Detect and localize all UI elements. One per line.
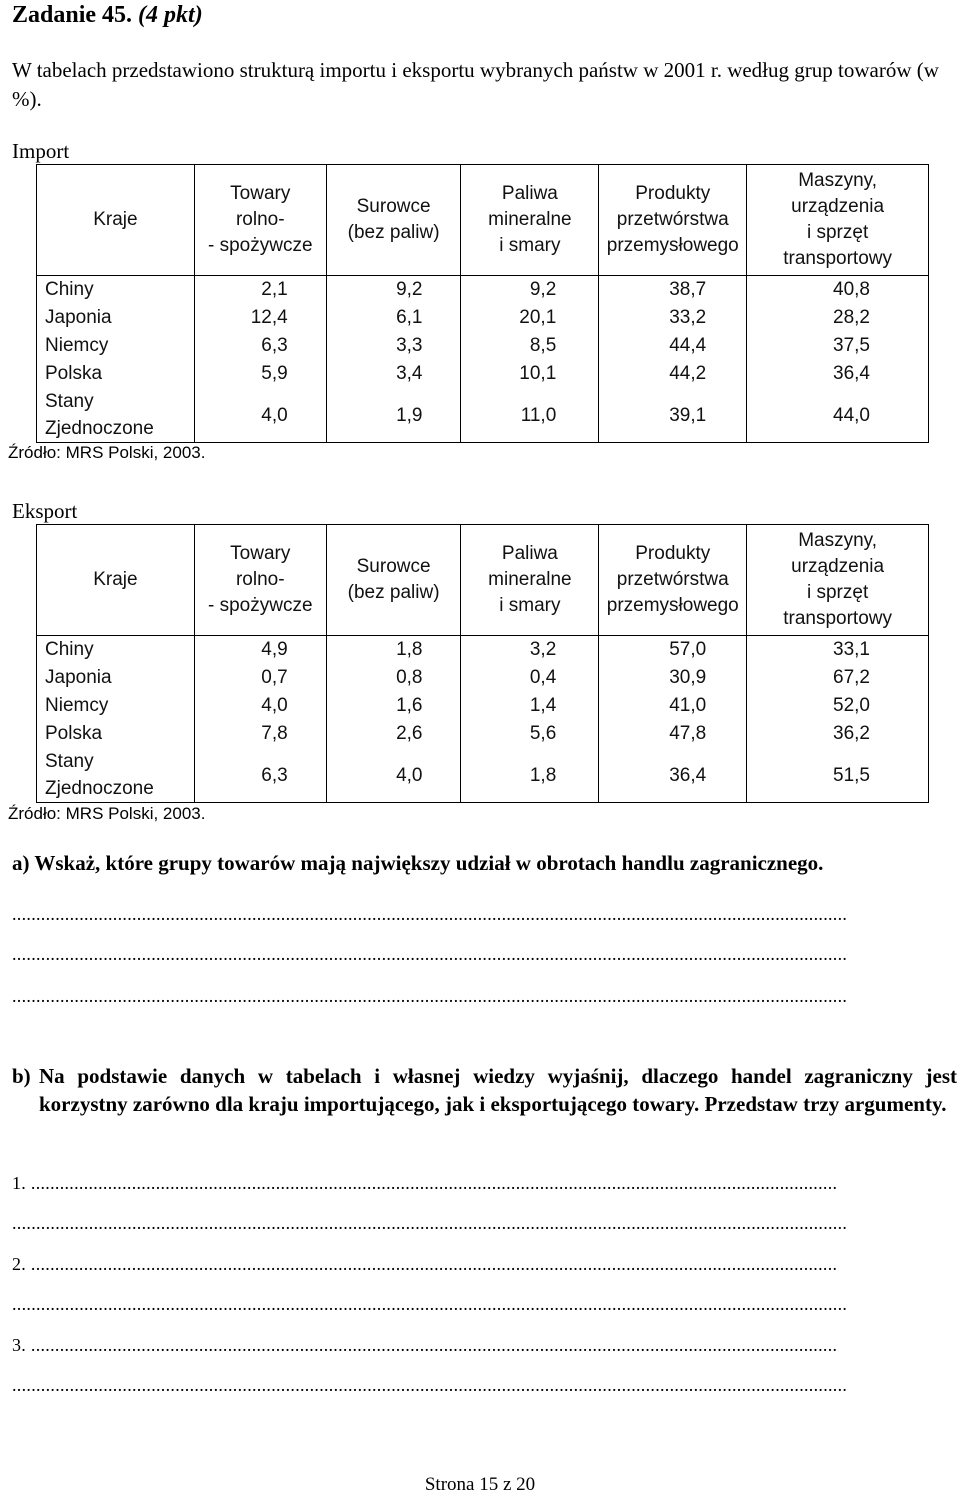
table-row (37, 388, 929, 443)
task-intro: W tabelach przedstawiono strukturą importu i eksportu wybranych państw w 2001 r. według grup towarów (w %). (12, 58, 939, 111)
question-b-letter: b) (12, 1064, 31, 1088)
export-header-col-3: Paliwa mineralne i smary (461, 525, 599, 636)
value-cell: 51,5 (747, 748, 929, 803)
value-cell: 2,1 (194, 276, 326, 305)
value-cell: 39,1 (599, 388, 747, 443)
value-cell: 36,4 (599, 748, 747, 803)
export-header-col-5: Maszyny, urządzenia i sprzęt transportowy (747, 525, 929, 636)
value-cell: 0,8 (326, 664, 461, 692)
value-cell: 33,1 (747, 636, 929, 665)
country-cell: Stany Zjednoczone (37, 748, 195, 803)
answer-line-1[interactable]: 1. ........................................................................................................................................................................ (12, 1173, 838, 1193)
question-a: a) Wskaż, które grupy towarów mają największy udział w obrotach handlu zagranicznego. (12, 851, 824, 875)
task-number: Zadanie 45. (12, 2, 133, 28)
import-header-row (37, 165, 929, 276)
value-cell: 11,0 (461, 388, 599, 443)
value-cell: 0,7 (194, 664, 326, 692)
value-cell: 4,0 (326, 748, 461, 803)
value-cell: 30,9 (599, 664, 747, 692)
country-cell: Niemcy (37, 332, 195, 360)
answer-line[interactable]: .............................................................................................................................................................................. (12, 1213, 848, 1233)
import-header-col-1: Towary rolno- - spożywcze (194, 165, 326, 276)
export-header-col-0: Kraje (37, 525, 195, 636)
value-cell: 4,0 (194, 388, 326, 443)
task-points: (4 pkt) (138, 2, 203, 28)
value-cell: 6,3 (194, 332, 326, 360)
value-cell: 9,2 (326, 276, 461, 305)
value-cell: 12,4 (194, 304, 326, 332)
value-cell: 36,2 (747, 720, 929, 748)
value-cell: 9,2 (461, 276, 599, 305)
value-cell: 4,9 (194, 636, 326, 665)
table-row (37, 304, 929, 332)
value-cell: 5,9 (194, 360, 326, 388)
value-cell: 1,8 (461, 748, 599, 803)
country-cell: Polska (37, 720, 195, 748)
country-cell: Chiny (37, 276, 195, 305)
table-row (37, 332, 929, 360)
value-cell: 67,2 (747, 664, 929, 692)
value-cell: 36,4 (747, 360, 929, 388)
value-cell: 57,0 (599, 636, 747, 665)
country-cell: Japonia (37, 304, 195, 332)
table-row (37, 664, 929, 692)
value-cell: 8,5 (461, 332, 599, 360)
country-cell: Japonia (37, 664, 195, 692)
import-header-col-0: Kraje (37, 165, 195, 276)
answer-line[interactable]: .............................................................................................................................................................................. (12, 986, 848, 1006)
value-cell: 37,5 (747, 332, 929, 360)
value-cell: 47,8 (599, 720, 747, 748)
value-cell: 1,8 (326, 636, 461, 665)
value-cell: 10,1 (461, 360, 599, 388)
import-label: Import (12, 139, 70, 163)
value-cell: 41,0 (599, 692, 747, 720)
table-row (37, 720, 929, 748)
country-cell: Polska (37, 360, 195, 388)
value-cell: 4,0 (194, 692, 326, 720)
value-cell: 44,0 (747, 388, 929, 443)
answer-line-3[interactable]: 3. ........................................................................................................................................................................ (12, 1335, 838, 1355)
question-b (12, 1062, 957, 1118)
value-cell: 52,0 (747, 692, 929, 720)
value-cell: 6,3 (194, 748, 326, 803)
country-cell: Niemcy (37, 692, 195, 720)
value-cell: 0,4 (461, 664, 599, 692)
answer-line[interactable]: .............................................................................................................................................................................. (12, 904, 848, 924)
table-row (37, 636, 929, 665)
value-cell: 3,4 (326, 360, 461, 388)
import-header-col-5: Maszyny, urządzenia i sprzęt transportowy (747, 165, 929, 276)
value-cell: 3,3 (326, 332, 461, 360)
question-b-text: Na podstawie danych w tabelach i własnej wiedzy wyjaśnij, dlaczego handel zagraniczny jest korzystny zarówno dla kraju importującego, jak i eksportującego towary. Przedstaw trzy argumenty. (39, 1064, 957, 1116)
import-header-col-2: Surowce (bez paliw) (326, 165, 461, 276)
answer-line[interactable]: .............................................................................................................................................................................. (12, 1375, 848, 1395)
table-row (37, 748, 929, 803)
import-header-col-4: Produkty przetwórstwa przemysłowego (599, 165, 747, 276)
table-row (37, 360, 929, 388)
table-row (37, 692, 929, 720)
import-table (36, 164, 929, 443)
value-cell: 3,2 (461, 636, 599, 665)
import-source: Źródło: MRS Polski, 2003. (8, 443, 206, 462)
value-cell: 40,8 (747, 276, 929, 305)
value-cell: 2,6 (326, 720, 461, 748)
answer-line[interactable]: .............................................................................................................................................................................. (12, 944, 848, 964)
value-cell: 5,6 (461, 720, 599, 748)
country-cell: Chiny (37, 636, 195, 665)
value-cell: 33,2 (599, 304, 747, 332)
table-row (37, 276, 929, 305)
export-source: Źródło: MRS Polski, 2003. (8, 804, 206, 823)
value-cell: 1,9 (326, 388, 461, 443)
country-cell: Stany Zjednoczone (37, 388, 195, 443)
export-header-col-1: Towary rolno- - spożywcze (194, 525, 326, 636)
value-cell: 38,7 (599, 276, 747, 305)
export-table (36, 524, 929, 803)
value-cell: 1,6 (326, 692, 461, 720)
answer-line-2[interactable]: 2. ........................................................................................................................................................................ (12, 1254, 838, 1274)
export-header-row (37, 525, 929, 636)
answer-line[interactable]: .............................................................................................................................................................................. (12, 1294, 848, 1314)
value-cell: 7,8 (194, 720, 326, 748)
export-header-col-4: Produkty przetwórstwa przemysłowego (599, 525, 747, 636)
export-label: Eksport (12, 499, 78, 523)
value-cell: 28,2 (747, 304, 929, 332)
value-cell: 44,4 (599, 332, 747, 360)
import-header-col-3: Paliwa mineralne i smary (461, 165, 599, 276)
value-cell: 1,4 (461, 692, 599, 720)
value-cell: 20,1 (461, 304, 599, 332)
export-header-col-2: Surowce (bez paliw) (326, 525, 461, 636)
value-cell: 6,1 (326, 304, 461, 332)
task-title (12, 2, 203, 29)
page-number: Strona 15 z 20 (424, 1474, 536, 1495)
value-cell: 44,2 (599, 360, 747, 388)
